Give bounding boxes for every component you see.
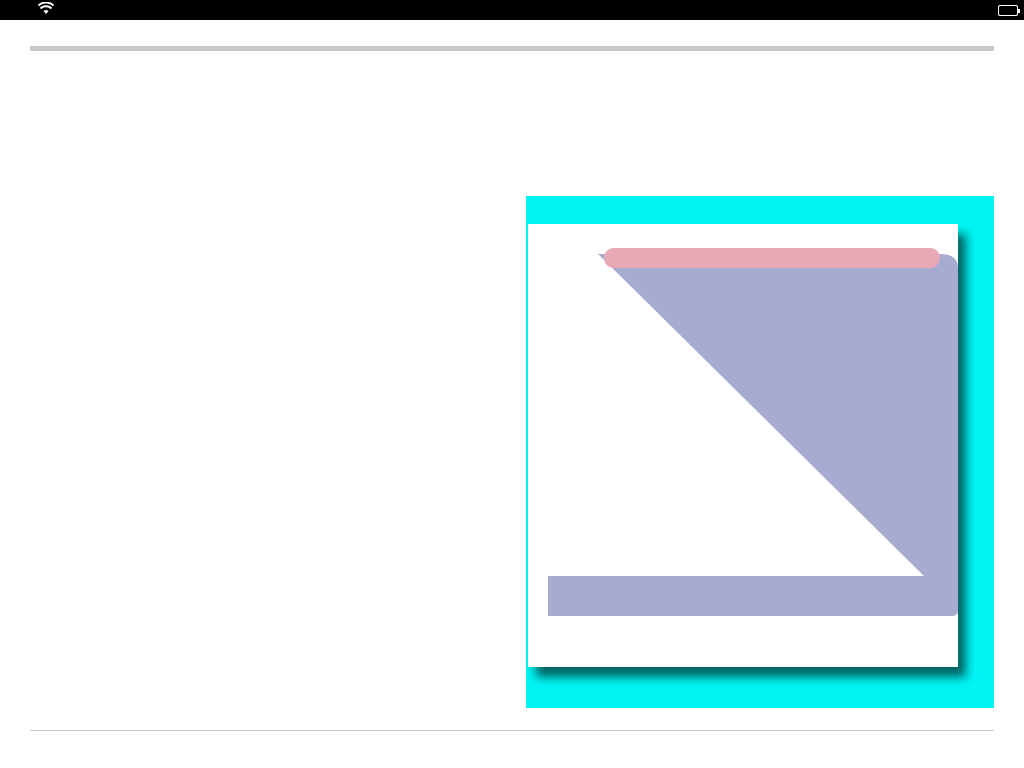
bottom-note-box: [548, 576, 958, 616]
left-column: [30, 78, 500, 107]
wifi-icon: [38, 2, 54, 18]
prime-locator-figure: [526, 196, 994, 708]
top-divider: [30, 46, 994, 51]
status-bar: [0, 0, 1024, 20]
right-column: [526, 78, 996, 107]
title-pill: [604, 248, 940, 268]
battery-icon: [998, 5, 1018, 16]
bottom-divider: [30, 730, 994, 731]
footer-strip: [528, 658, 958, 667]
prime-grid-image: [526, 196, 994, 708]
